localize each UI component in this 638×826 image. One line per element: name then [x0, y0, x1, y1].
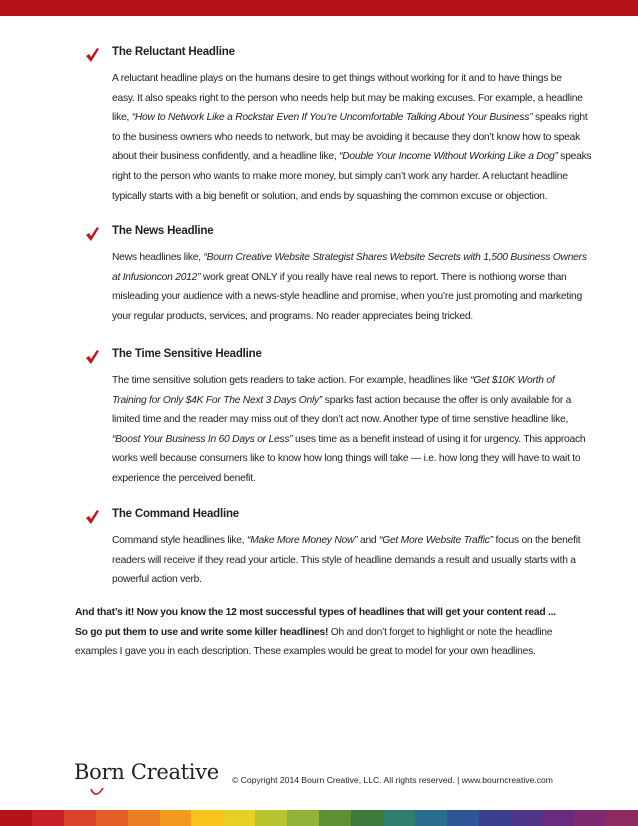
text-segment: uses time as a benefit instead of using it for urgency. This approach	[292, 433, 586, 445]
text-line	[112, 147, 600, 167]
text-line	[112, 469, 600, 489]
text-line	[112, 307, 600, 327]
text-segment: limited time and the reader may miss out of they don’t act now. Another type of time senstive headline like,	[112, 414, 569, 426]
color-swatch	[351, 810, 383, 826]
checkmark-icon	[85, 227, 99, 241]
checkmark-icon	[85, 350, 99, 364]
color-swatch	[128, 810, 160, 826]
text-segment: speaks	[557, 151, 592, 163]
text-line	[75, 603, 605, 623]
text-line	[112, 69, 600, 89]
color-swatch	[0, 810, 32, 826]
color-swatch	[287, 810, 319, 826]
bourn-creative-logo: Born Creative	[74, 760, 219, 784]
example-headline: Training for Only $4K For The Next 3 Days Only”	[112, 394, 323, 406]
text-line	[112, 187, 600, 207]
text-segment: experience the perceived benefit.	[112, 472, 256, 484]
example-headline: at Infusioncon 2012”	[112, 271, 201, 283]
text-segment: works well because consumers like to know how long things will take — i.e. how long they will have to wait to	[112, 453, 581, 465]
top-red-bar	[0, 0, 638, 16]
text-segment: News headlines like,	[112, 252, 204, 263]
section-heading: The News Headline	[112, 225, 214, 237]
section-body	[112, 371, 600, 489]
text-line	[75, 623, 605, 643]
color-swatch	[415, 810, 447, 826]
text-segment: sparks fast action because the offer is only available for a	[322, 394, 572, 406]
color-swatch	[447, 810, 479, 826]
color-swatch	[160, 810, 192, 826]
color-swatch	[255, 810, 287, 826]
text-segment: focus on the benefit	[492, 535, 581, 546]
text-line	[112, 551, 600, 571]
color-swatch	[32, 810, 64, 826]
color-swatch	[223, 810, 255, 826]
color-swatch	[574, 810, 606, 826]
section-heading: The Time Sensitive Headline	[112, 348, 262, 360]
example-headline: “How to Network Like a Rockstar Even If You’re Uncomfortable Talking About Your Business”	[131, 112, 533, 124]
color-swatch	[479, 810, 511, 826]
text-line	[112, 570, 600, 590]
text-line	[112, 167, 600, 187]
text-segment: easy. It also speaks right to the person who needs help but may be making excuses. For example, a headline	[112, 92, 583, 104]
color-swatch	[542, 810, 574, 826]
text-segment: about their business confidently, and a headline like,	[112, 151, 340, 163]
section-heading: The Reluctant Headline	[112, 46, 235, 58]
example-headline: “Bourn Creative Website Strategist Shares Website Secrets with 1,500 Business Owners	[203, 252, 587, 263]
text-segment: A reluctant headline plays on the humans desire to get things without working for it and to have things be	[112, 73, 562, 84]
text-line	[112, 268, 600, 288]
text-segment: So go put them to use and write some killer headlines!	[75, 626, 329, 638]
text-segment: Oh and don’t forget to highlight or note the headline	[328, 626, 553, 638]
example-headline: “Double Your Income Without Working Like a Dog”	[339, 151, 558, 163]
example-headline: “Make More Money Now”	[247, 535, 358, 546]
footer-color-strip	[0, 810, 638, 826]
text-segment: and	[357, 535, 380, 546]
text-segment: And that’s it! Now you know the 12 most successful types of headlines that will get your content read ...	[75, 607, 556, 618]
color-swatch	[383, 810, 415, 826]
color-swatch	[64, 810, 96, 826]
color-swatch	[511, 810, 543, 826]
text-line	[112, 371, 600, 391]
text-segment: The time sensitive solution gets readers to take action. For example, headlines like	[112, 375, 471, 386]
text-line	[112, 89, 600, 109]
text-segment: speaks right	[532, 112, 588, 124]
color-swatch	[606, 810, 638, 826]
text-line	[112, 449, 600, 469]
section-body	[112, 531, 600, 590]
summary-paragraph	[75, 603, 605, 662]
text-line	[75, 642, 605, 662]
text-segment: examples I gave you in each description. These examples would be great to model for your own headlines.	[75, 646, 536, 658]
text-line	[112, 248, 600, 268]
section-body	[112, 248, 600, 326]
text-segment: work great ONLY if you really have real news to report. There is nothiong worse than	[200, 271, 567, 283]
example-headline: “Get More Website Traffic”	[379, 535, 493, 546]
text-line	[112, 531, 600, 551]
text-segment: like,	[112, 112, 132, 124]
text-line	[112, 410, 600, 430]
checkmark-icon	[85, 510, 99, 524]
text-segment: Command style headlines like,	[112, 535, 248, 546]
text-line	[112, 287, 600, 307]
text-segment: right to the person who wants to make more money, but simply can’t work any harder. A reluctant headline	[112, 170, 568, 182]
text-segment: readers will receive if they read your article. This style of headline demands a result and usually starts with a	[112, 554, 576, 566]
logo-swoosh-icon	[90, 787, 104, 797]
example-headline: “Boost Your Business In 60 Days or Less”	[112, 433, 293, 445]
color-swatch	[319, 810, 351, 826]
color-swatch	[96, 810, 128, 826]
text-segment: to the business owners who needs to network, but may be avoiding it because they don’t know how to speak	[112, 131, 580, 143]
text-segment: your regular products, services, and programs. No reader appreciates being tricked.	[112, 310, 473, 322]
text-line	[112, 128, 600, 148]
section-heading: The Command Headline	[112, 508, 239, 520]
color-swatch	[191, 810, 223, 826]
text-line	[112, 108, 600, 128]
section-body	[112, 69, 600, 206]
text-segment: misleading your audience with a news-style headline and promise, when you’re just promoting and marketing	[112, 291, 582, 303]
text-segment: typically starts with a big benefit or solution, and ends by squashing the common excuse or objection.	[112, 190, 548, 202]
footer-copyright: © Copyright 2014 Bourn Creative, LLC. All rights reserved. | www.bourncreative.com	[232, 775, 553, 785]
checkmark-icon	[85, 48, 99, 62]
text-segment: powerful action verb.	[112, 574, 202, 586]
text-line	[112, 391, 600, 411]
example-headline: “Get $10K Worth of	[470, 375, 555, 386]
text-line	[112, 430, 600, 450]
